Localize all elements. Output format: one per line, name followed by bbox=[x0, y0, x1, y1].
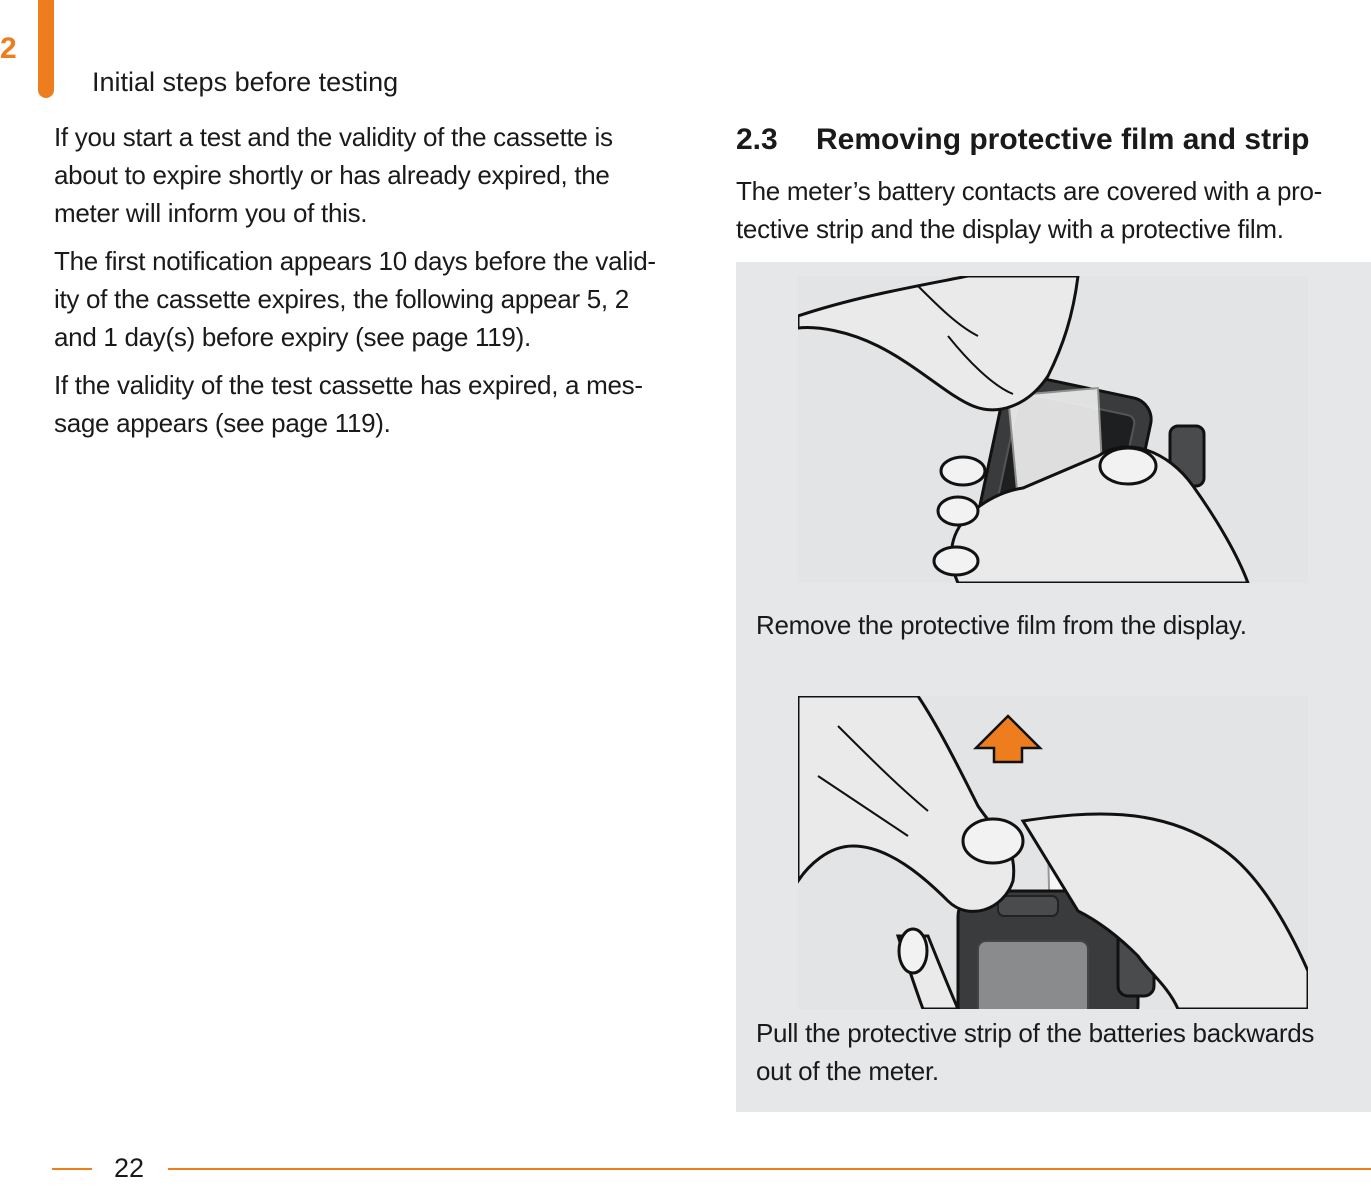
paragraph-expired-message: If the validity of the test cassette has expired, a mes-sage appears (see page 119). bbox=[54, 370, 643, 438]
hand-removing-display-film-illustration bbox=[798, 276, 1308, 583]
section-title: Removing protective film and strip bbox=[816, 123, 1310, 156]
right-column bbox=[736, 118, 1366, 258]
chapter-tab-bar bbox=[38, 0, 54, 98]
footer-rule-right bbox=[168, 1168, 1371, 1170]
paragraph-first-notification: The first notification appears 10 days before the valid-ity of the cassette expires, the following appear 5, 2 and 1 day(s) before expiry (see page 119). bbox=[54, 246, 656, 352]
section-intro: The meter’s battery contacts are covered with a pro-tective strip and the display with a protective film. bbox=[736, 176, 1323, 244]
hand-pulling-battery-strip-illustration bbox=[798, 696, 1308, 1009]
section-number: 2.3 bbox=[736, 123, 778, 156]
running-header-title: Initial steps before testing bbox=[92, 67, 399, 97]
page-number: 22 bbox=[114, 1153, 145, 1183]
figure-panel bbox=[736, 262, 1371, 1112]
footer-rule-left bbox=[52, 1168, 92, 1170]
figure-caption-remove-film: Remove the protective film from the display. bbox=[756, 610, 1247, 640]
paragraph-expiry-warning: If you start a test and the validity of the cassette is about to expire shortly or has already expired, the meter will inform you of this. bbox=[54, 122, 613, 228]
section-heading bbox=[736, 118, 1366, 162]
left-column bbox=[54, 118, 678, 452]
chapter-number: 2 bbox=[0, 32, 17, 65]
figure-caption-pull-strip: Pull the protective strip of the batteries backwards out of the meter. bbox=[756, 1018, 1315, 1086]
